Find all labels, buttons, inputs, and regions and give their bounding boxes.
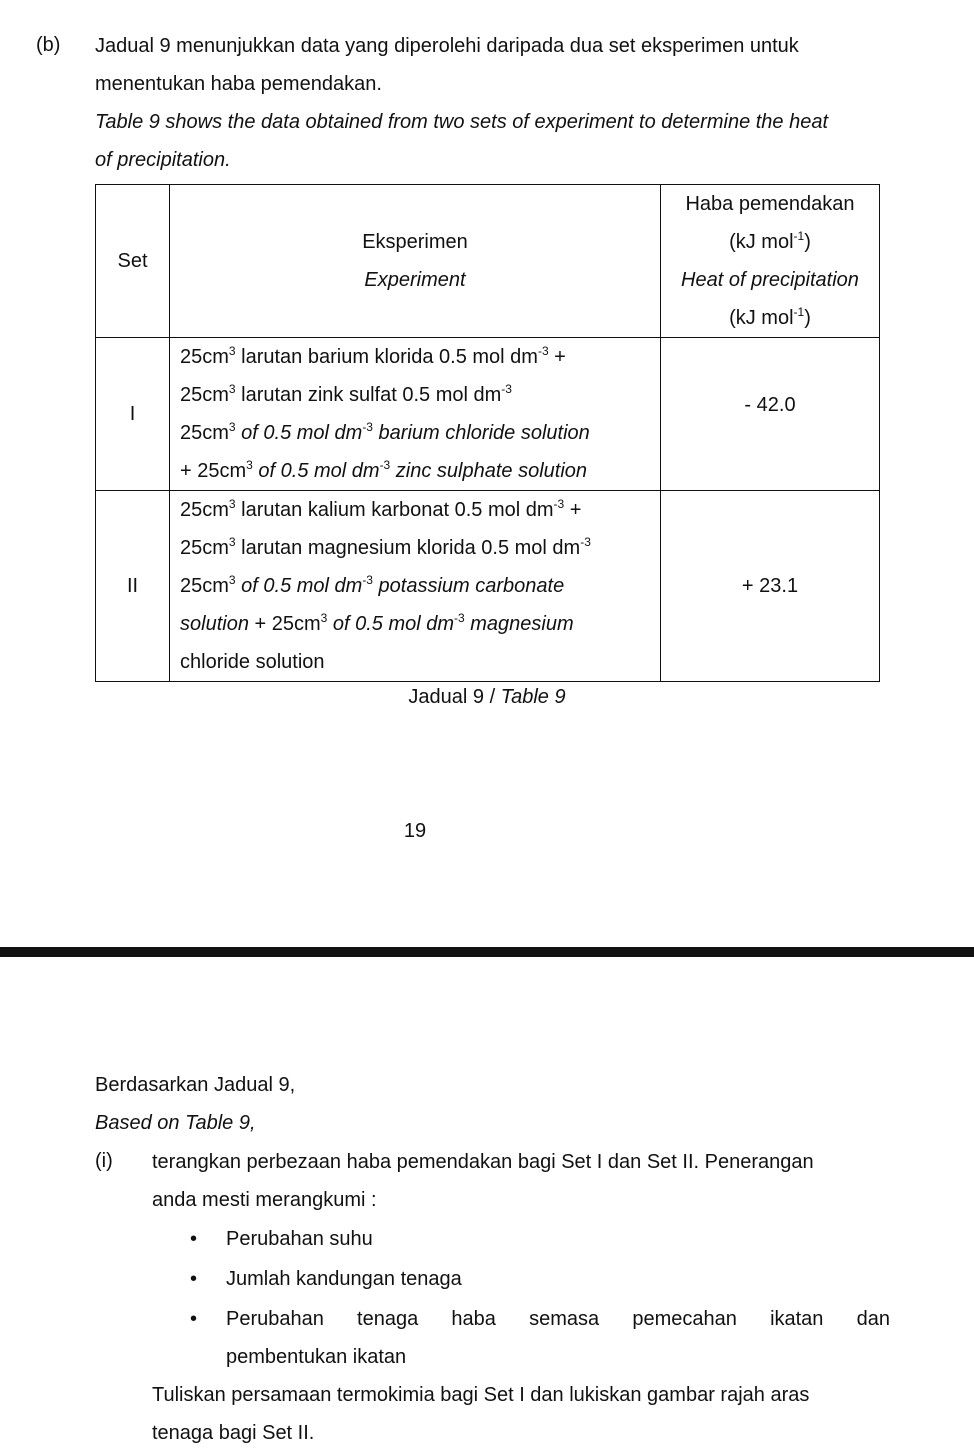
intro-english-line-1: Table 9 shows the data obtained from two sets of experiment to determine the heat	[95, 111, 829, 133]
set-ii-value: + 23.1	[661, 491, 880, 682]
intro-malay-line-2: menentukan haba pemendakan.	[95, 73, 382, 95]
table-row-set-ii	[96, 491, 880, 682]
intro-english	[95, 103, 895, 179]
header-experiment-en: Experiment	[364, 269, 466, 291]
header-heat-unit-1: (kJ mol$^{-1}$)	[729, 229, 811, 253]
set-i-line-3: $25cm^3$ of 0.5 mol $dm^{-3}$ barium chloride solution	[180, 420, 590, 444]
set-ii-experiment	[170, 491, 661, 682]
header-experiment-ms: Eksperimen	[362, 231, 468, 253]
list-item: • Perubahan suhu	[190, 1220, 890, 1258]
set-i-value: - 42.0	[661, 338, 880, 491]
page-divider	[0, 947, 974, 957]
table-9	[95, 184, 880, 682]
final-line-2: tenaga bagi Set II.	[152, 1422, 315, 1444]
part-i-line-2: anda mesti merangkumi :	[152, 1189, 377, 1211]
bullet-icon: •	[190, 1308, 198, 1330]
set-i-line-4: + $25cm^3$ of 0.5 mol $dm^{-3}$ zinc sulphate solution	[180, 458, 588, 482]
table-caption: Jadual 9 / Table 9	[408, 686, 566, 708]
list-item-continuation: pembentukan ikatan	[226, 1346, 407, 1368]
part-i-label: (i)	[95, 1150, 113, 1172]
set-i-line-2: $25cm^3$ larutan zink sulfat 0.5 mol $dm^{-3}$	[180, 382, 512, 406]
set-i-label: I	[96, 338, 170, 491]
requirements-list	[190, 1220, 890, 1378]
part-i-line-1: terangkan perbezaan haba pemendakan bagi Set I dan Set II. Penerangan	[152, 1151, 814, 1173]
set-ii-line-3: $25cm^3$ of 0.5 mol $dm^{-3}$ potassium carbonate	[180, 573, 565, 597]
intro-english-line-2: of precipitation.	[95, 149, 231, 171]
bullet-icon: •	[190, 1228, 198, 1250]
set-ii-line-4: solution + $25cm^3$ of 0.5 mol $dm^{-3}$ magnesium	[180, 611, 574, 635]
set-i-line-1: $25cm^3$ larutan barium klorida 0.5 mol $dm^{-3}$ +	[180, 344, 566, 368]
header-heat-en: Heat of precipitation	[681, 269, 859, 291]
part-i-question	[152, 1143, 888, 1219]
intro-malay	[95, 27, 895, 103]
list-item: • Perubahan tenaga haba semasa pemecahan ikatan dan	[190, 1300, 890, 1338]
header-experiment	[170, 185, 661, 338]
set-ii-label: II	[96, 491, 170, 682]
based-on-english: Based on Table 9,	[95, 1112, 256, 1134]
set-ii-line-2: $25cm^3$ larutan magnesium klorida 0.5 mol $dm^{-3}$	[180, 535, 591, 559]
header-heat-ms: Haba pemendakan	[685, 193, 855, 215]
table-header-row	[96, 185, 880, 338]
question-label: (b)	[36, 34, 61, 56]
bullet-icon: •	[190, 1268, 198, 1290]
set-ii-line-5: chloride solution	[180, 651, 325, 673]
set-i-experiment	[170, 338, 661, 491]
list-item: • Jumlah kandungan tenaga	[190, 1260, 890, 1298]
header-heat	[661, 185, 880, 338]
based-on-malay: Berdasarkan Jadual 9,	[95, 1074, 296, 1096]
intro-malay-line-1: Jadual 9 menunjukkan data yang diperolehi daripada dua set eksperimen untuk	[95, 35, 799, 57]
set-ii-line-1: $25cm^3$ larutan kalium karbonat 0.5 mol $dm^{-3}$ +	[180, 497, 582, 521]
table-row-set-i	[96, 338, 880, 491]
final-instruction	[152, 1376, 888, 1452]
header-heat-unit-2: (kJ mol$^{-1}$)	[729, 305, 811, 329]
final-line-1: Tuliskan persamaan termokimia bagi Set I dan lukiskan gambar rajah aras	[152, 1384, 810, 1406]
header-set: Set	[96, 185, 170, 338]
page-number: 19	[403, 820, 427, 842]
